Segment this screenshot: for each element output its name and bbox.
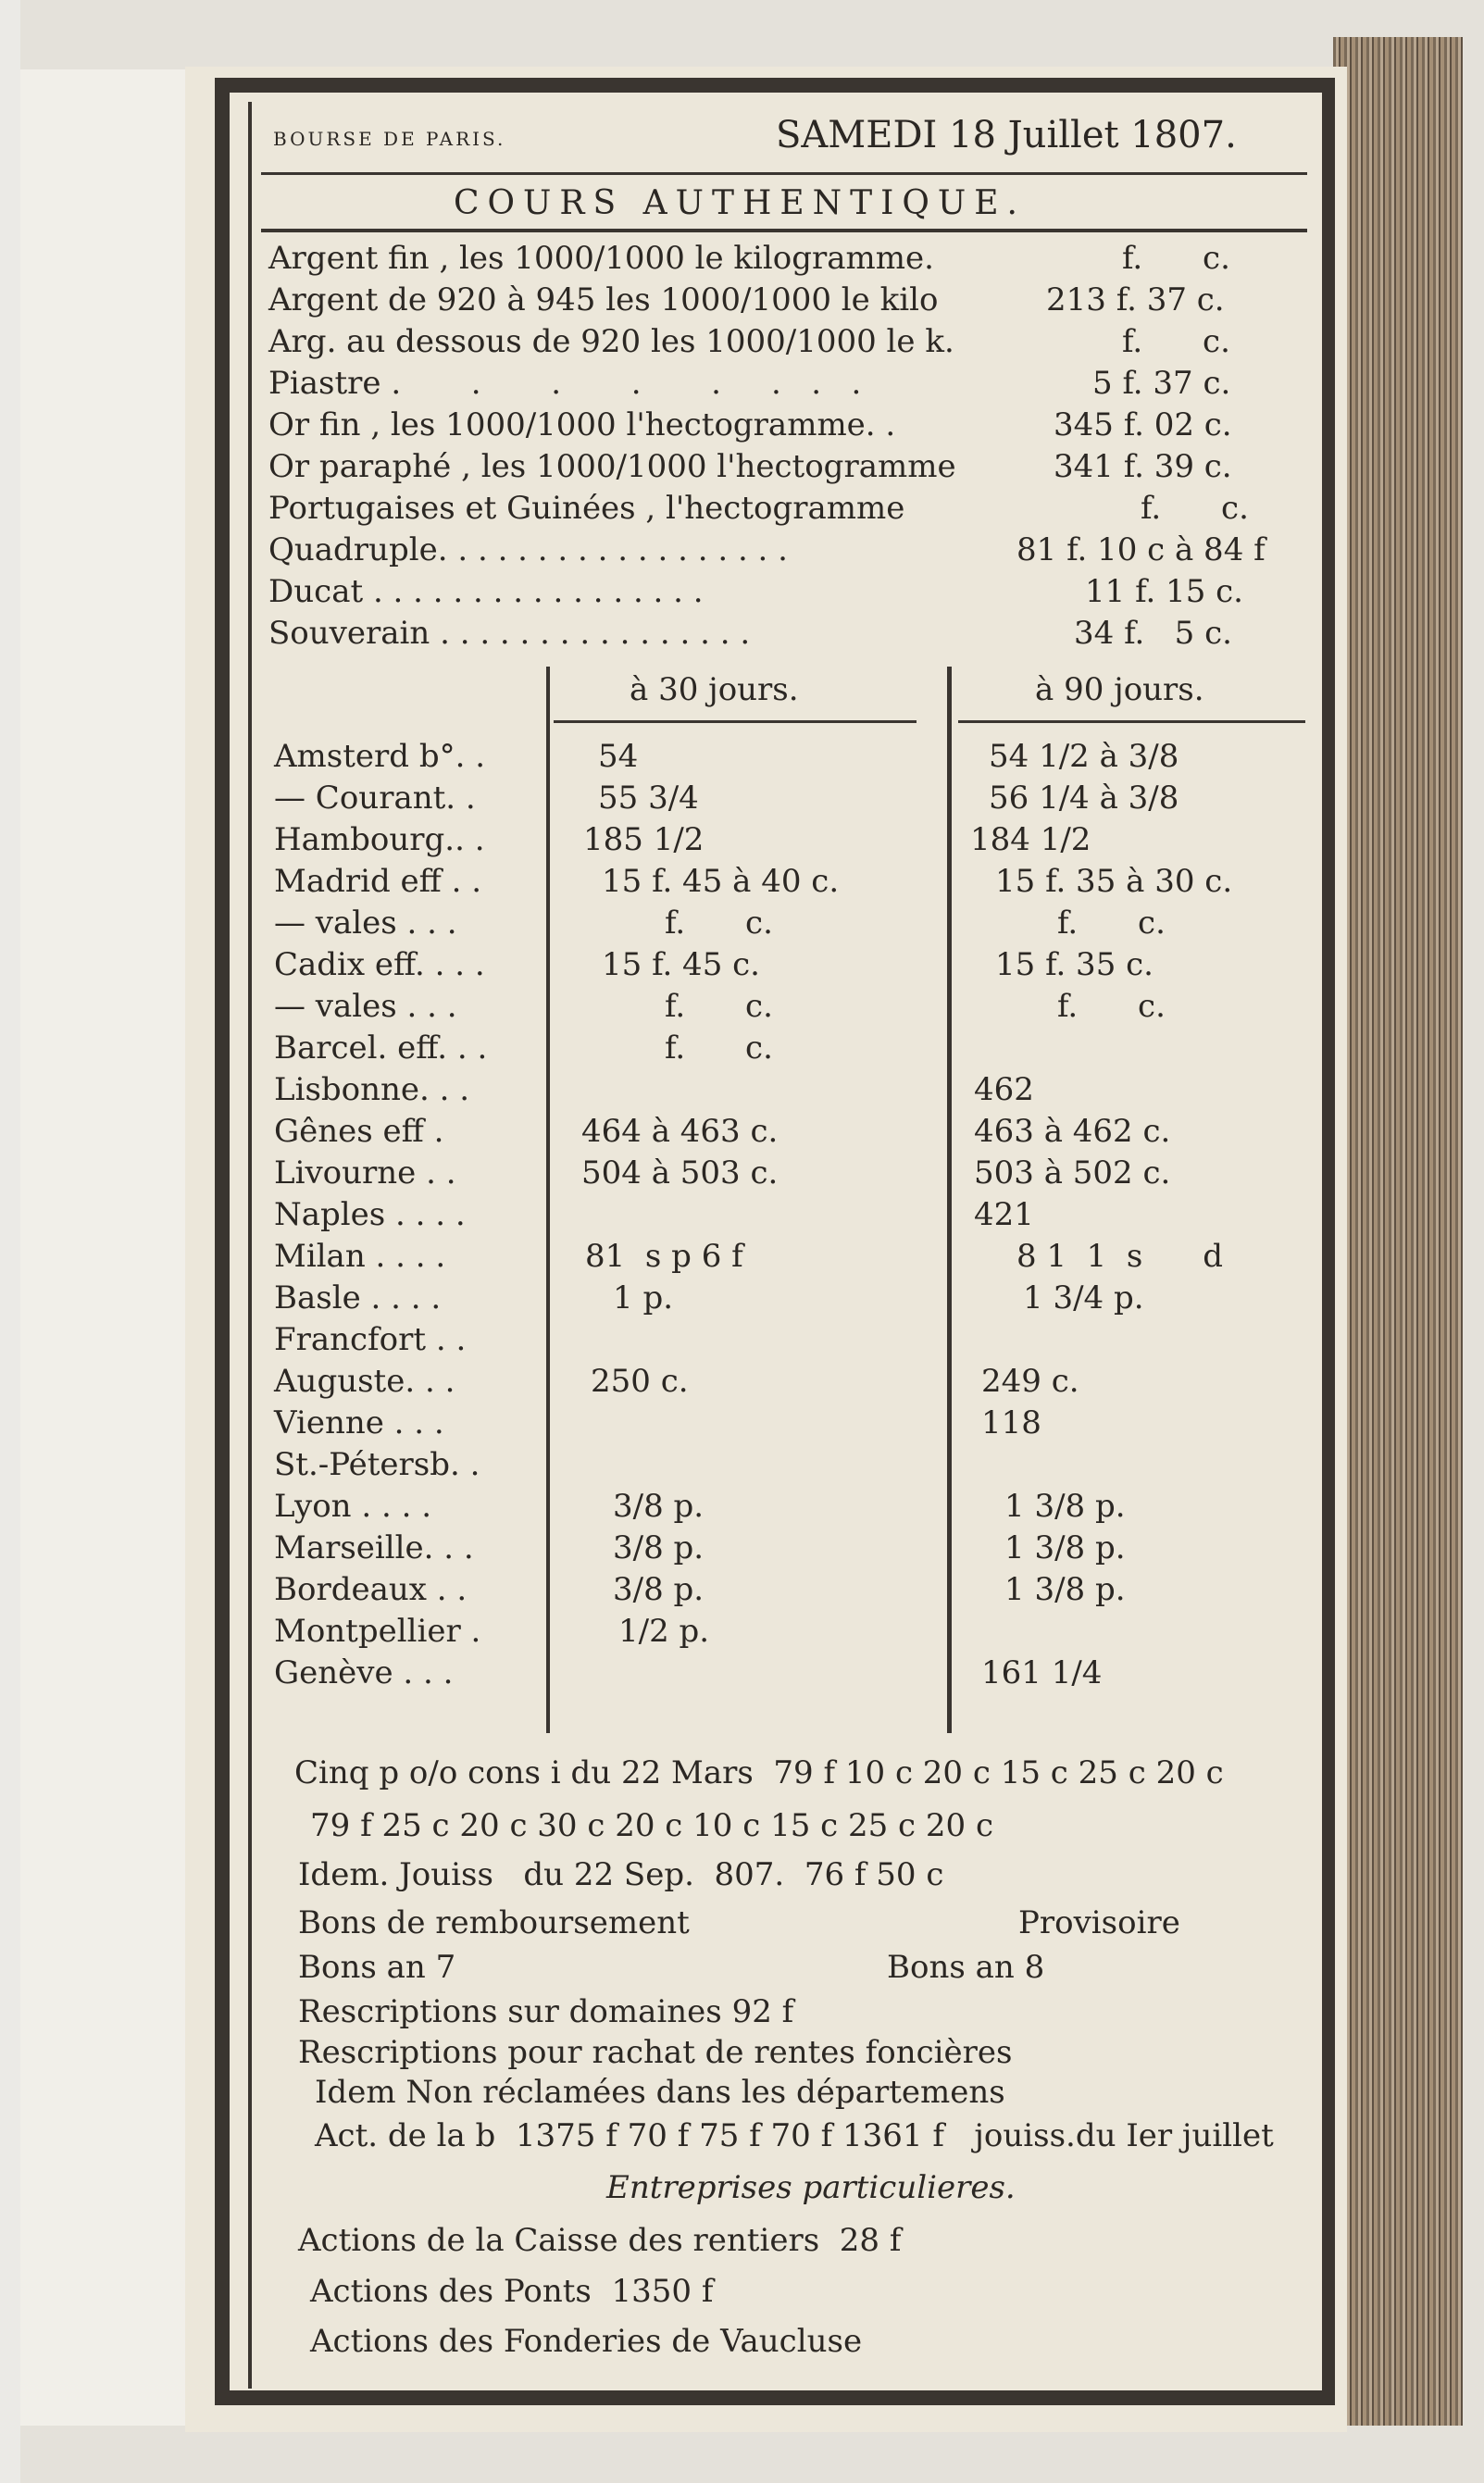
place-name: Montpellier . [274,1613,481,1650]
metal-value: f. c. [1122,240,1230,277]
rate-30-days: 55 3/4 [598,780,699,817]
bons-remboursement: Bons de remboursement [298,1904,690,1941]
rate-30-days: 185 1/2 [583,821,705,858]
rate-30-days: f. c. [665,988,773,1025]
place-name: Bordeaux . . [274,1571,468,1608]
place-name: Basle . . . . [274,1279,442,1316]
place-name: Marseille. . . [274,1529,474,1566]
rate-90-days: 8 1 1 s d [1016,1238,1223,1275]
metal-label: Quadruple. . . . . . . . . . . . . . . . . . [268,531,788,568]
provisoire-label: Provisoire [1018,1904,1180,1941]
bons-an-7: Bons an 7 [298,1949,456,1986]
rate-30-days: 504 à 503 c. [581,1154,779,1192]
place-name: Amsterd b°. . [274,738,486,775]
place-name: St.-Pétersb. . [274,1446,480,1483]
rate-30-days: 1/2 p. [618,1613,710,1650]
rate-90-days: 161 1/4 [981,1654,1103,1691]
rate-90-days: 249 c. [981,1363,1079,1400]
rate-30-days: 15 f. 45 c. [602,946,760,983]
metal-value: 81 f. 10 c à 84 f [1016,531,1266,568]
place-name: Livourne . . [274,1154,456,1192]
metal-label: Portugaises et Guinées , l'hectogramme [268,490,905,527]
rate-90-days: 15 f. 35 c. [995,946,1154,983]
idem-jouissance-line: Idem. Jouiss du 22 Sep. 807. 76 f 50 c [298,1856,944,1893]
metal-value: 5 f. 37 c. [1092,365,1231,402]
place-name: Genève . . . [274,1654,454,1691]
header-rule [261,172,1307,175]
issue-date: SAMEDI 18 Juillet 1807. [776,114,1237,156]
rate-30-days: 81 s p 6 f [585,1238,743,1275]
rate-90-days: 15 f. 35 à 30 c. [995,863,1233,900]
metal-value: 345 f. 02 c. [1054,406,1232,443]
metal-label: Argent fin , les 1000/1000 le kilogramme. [268,240,934,277]
rate-90-days: 421 [974,1196,1034,1233]
page-title: COURS AUTHENTIQUE. [454,184,1026,222]
rate-30-days: 250 c. [591,1363,689,1400]
rate-90-days: 1 3/8 p. [1004,1571,1126,1608]
metal-label: Or fin , les 1000/1000 l'hectogramme. . [268,406,896,443]
metal-value: f. c. [1141,490,1249,527]
frame-bottom [215,2390,1326,2405]
idem-non-reclamees: Idem Non réclamées dans les départemens [315,2074,1005,2111]
metal-label: Or paraphé , les 1000/1000 l'hectogramme [268,448,956,485]
metal-value: f. c. [1122,323,1230,360]
exchange-head-rule-30 [554,720,917,723]
rentes-line-continued: 79 f 25 c 20 c 30 c 20 c 10 c 15 c 25 c 20 c [310,1807,994,1844]
place-name: Hambourg.. . [274,821,485,858]
place-name: — vales . . . [274,905,457,942]
left-strip [0,0,20,2483]
rate-30-days: 3/8 p. [613,1571,705,1608]
actions-caisse-rentiers: Actions de la Caisse des rentiers 28 f [298,2222,902,2259]
frame-left-inner [248,102,252,2389]
page-edges [1333,37,1463,2426]
frame-right [1322,78,1335,2405]
rate-90-days: 54 1/2 à 3/8 [989,738,1179,775]
place-name: Auguste. . . [274,1363,455,1400]
place-name: Madrid eff . . [274,863,482,900]
metal-label: Argent de 920 à 945 les 1000/1000 le kilo [268,281,939,318]
place-name: Lisbonne. . . [274,1071,470,1108]
place-name: Vienne . . . [274,1404,444,1441]
rate-90-days: f. c. [1057,905,1166,942]
exchange-divider-left [546,667,550,1733]
metal-value: 341 f. 39 c. [1054,448,1232,485]
rate-90-days: 184 1/2 [970,821,1091,858]
place-name: Cadix eff. . . . [274,946,485,983]
exchange-head-rule-90 [958,720,1305,723]
rate-30-days: 3/8 p. [613,1488,705,1525]
frame-top [215,78,1326,93]
rate-30-days: 15 f. 45 à 40 c. [602,863,840,900]
rate-30-days: f. c. [665,905,773,942]
rate-30-days: f. c. [665,1029,773,1067]
rentes-line: Cinq p o/o cons i du 22 Mars 79 f 10 c 20 c 15 c 25 c 20 c [294,1754,1224,1791]
exchange-divider-right [947,667,952,1733]
metal-value: 34 f. 5 c. [1074,615,1232,652]
actions-ponts: Actions des Ponts 1350 f [310,2273,714,2310]
rate-30-days: 3/8 p. [613,1529,705,1566]
metal-value: 213 f. 37 c. [1046,281,1225,318]
rescriptions-rachat: Rescriptions pour rachat de rentes foncières [298,2034,1013,2071]
place-name: Naples . . . . [274,1196,466,1233]
title-rule [261,229,1307,232]
journal-name: BOURSE DE PARIS. [273,128,506,150]
metal-label: Ducat . . . . . . . . . . . . . . . . . [268,573,704,610]
rate-90-days: 503 à 502 c. [974,1154,1171,1192]
place-name: — vales . . . [274,988,457,1025]
column-header-30-days: à 30 jours. [630,671,799,708]
rate-90-days: 1 3/8 p. [1004,1488,1126,1525]
rate-90-days: 1 3/4 p. [1023,1279,1144,1316]
place-name: Milan . . . . [274,1238,446,1275]
rate-90-days: 1 3/8 p. [1004,1529,1126,1566]
metal-label: Piastre . . . . . . . . [268,365,862,402]
place-name: Francfort . . [274,1321,467,1358]
metal-value: 11 f. 15 c. [1085,573,1243,610]
actions-banque: Act. de la b 1375 f 70 f 75 f 70 f 1361 f jouiss.du Ier juillet [315,2117,1274,2154]
rate-90-days: 118 [981,1404,1041,1441]
place-name: Lyon . . . . [274,1488,432,1525]
metal-label: Souverain . . . . . . . . . . . . . . . . [268,615,751,652]
rate-30-days: 54 [598,738,639,775]
entreprises-heading: Entreprises particulieres. [606,2169,1016,2206]
column-header-90-days: à 90 jours. [1035,671,1204,708]
frame-left [215,78,230,2405]
place-name: Gênes eff . [274,1113,444,1150]
rescriptions-domaines: Rescriptions sur domaines 92 f [298,1993,794,2030]
place-name: — Courant. . [274,780,476,817]
rate-90-days: f. c. [1057,988,1166,1025]
rate-90-days: 56 1/4 à 3/8 [989,780,1179,817]
place-name: Barcel. eff. . . [274,1029,488,1067]
rate-90-days: 463 à 462 c. [974,1113,1171,1150]
metal-label: Arg. au dessous de 920 les 1000/1000 le k. [268,323,954,360]
bons-an-8: Bons an 8 [887,1949,1045,1986]
rate-30-days: 1 p. [613,1279,674,1316]
actions-fonderies: Actions des Fonderies de Vaucluse [310,2323,863,2360]
rate-30-days: 464 à 463 c. [581,1113,779,1150]
rate-90-days: 462 [974,1071,1034,1108]
